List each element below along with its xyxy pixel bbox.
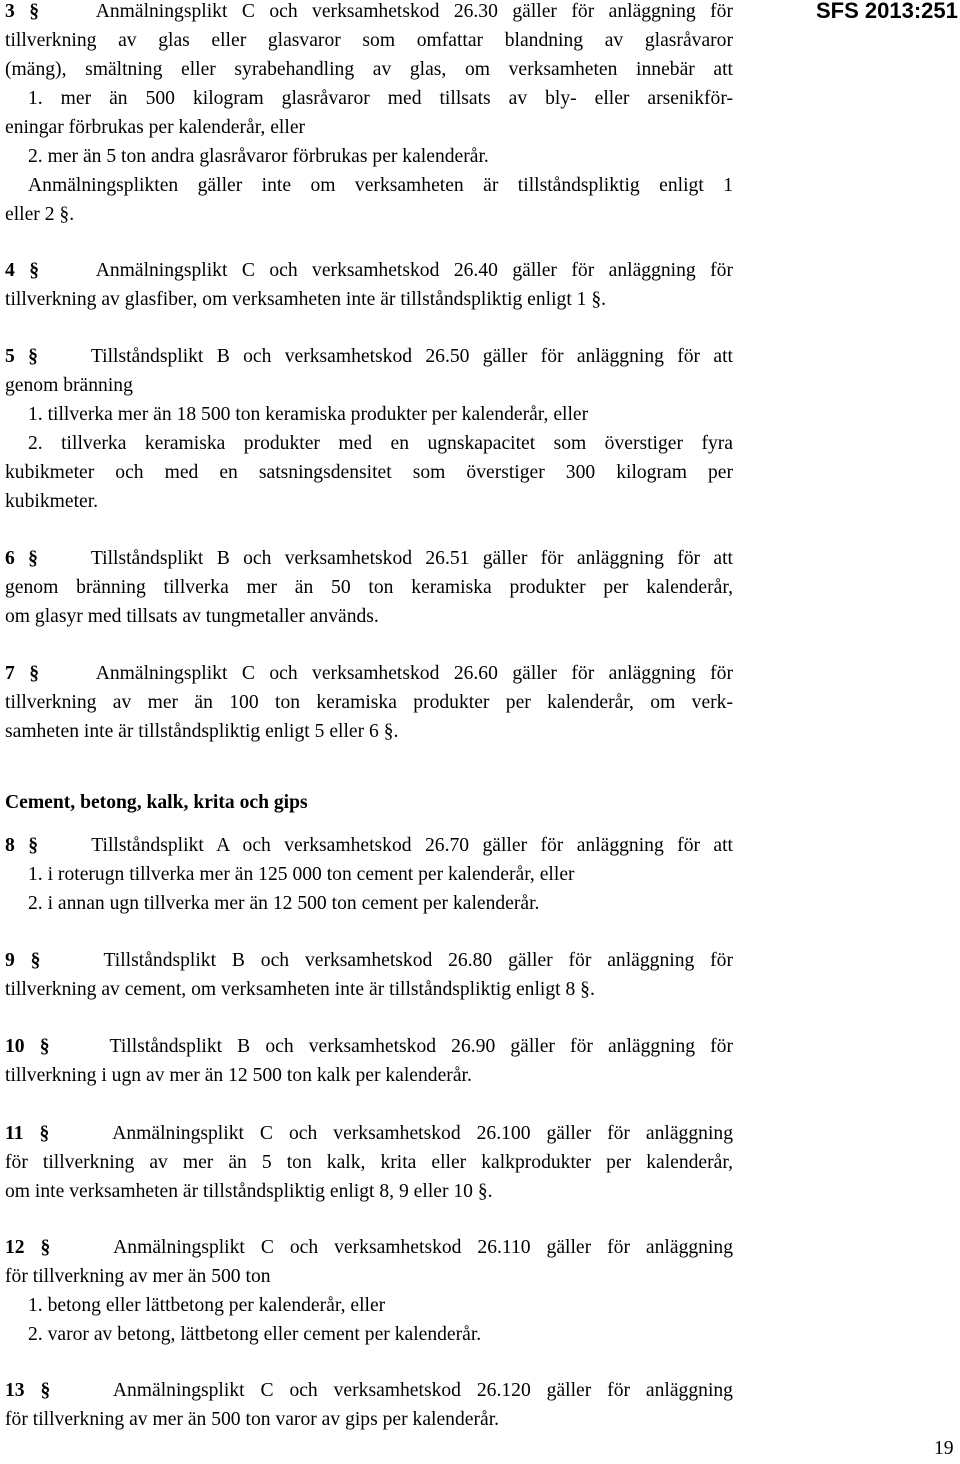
paragraph-11-line: 11 § Anmälningsplikt C och verksamhetskod 26.100 gäller för anläggning bbox=[5, 1123, 733, 1144]
section-number: 11 § bbox=[5, 1123, 50, 1144]
paragraph-7-line: samheten inte är tillståndspliktig enligt 5 eller 6 §. bbox=[5, 721, 399, 742]
paragraph-3-line: (mäng), smältning eller syrabehandling av glas, om verksamheten innebär att bbox=[5, 59, 733, 80]
paragraph-7-line: 7 § Anmälningsplikt C och verksamhetskod 26.60 gäller för anläggning för bbox=[5, 663, 733, 684]
paragraph-6-line: genom bränning tillverka mer än 50 ton keramiska produkter per kalenderår, bbox=[5, 577, 733, 598]
paragraph-10-line: 10 § Tillståndsplikt B och verksamhetskod 26.90 gäller för anläggning för bbox=[5, 1036, 733, 1057]
paragraph-13-line: 13 § Anmälningsplikt C och verksamhetskod 26.120 gäller för anläggning bbox=[5, 1380, 733, 1401]
paragraph-6-line: om glasyr med tillsats av tungmetaller används. bbox=[5, 606, 379, 627]
list-item: 1. betong eller lättbetong per kalenderår, eller bbox=[28, 1295, 386, 1316]
list-item: 2. tillverka keramiska produkter med en ugnskapacitet som överstiger fyra bbox=[28, 433, 733, 454]
paragraph-3-note: Anmälningsplikten gäller inte om verksamheten är tillståndspliktig enligt 1 bbox=[28, 175, 733, 196]
paragraph-5-line: 5 § Tillståndsplikt B och verksamhetskod 26.50 gäller för anläggning för att bbox=[5, 346, 733, 367]
paragraph-5-line: genom bränning bbox=[5, 375, 133, 396]
page-number: 19 bbox=[934, 1438, 954, 1459]
paragraph-12-line: 12 § Anmälningsplikt C och verksamhetskod 26.110 gäller för anläggning bbox=[5, 1237, 733, 1258]
list-item: 2. varor av betong, lättbetong eller cement per kalenderår. bbox=[28, 1324, 482, 1345]
paragraph-11-line: för tillverkning av mer än 5 ton kalk, krita eller kalkprodukter per kalenderår, bbox=[5, 1152, 733, 1173]
paragraph-3-note: eller 2 §. bbox=[5, 204, 75, 225]
paragraph-11-line: om inte verksamheten är tillståndspliktig enligt 8, 9 eller 10 §. bbox=[5, 1181, 493, 1202]
section-number: 12 § bbox=[5, 1237, 51, 1258]
section-number: 4 § bbox=[5, 260, 40, 281]
section-number: 7 § bbox=[5, 663, 40, 684]
section-heading: Cement, betong, kalk, krita och gips bbox=[5, 792, 308, 813]
section-number: 13 § bbox=[5, 1380, 51, 1401]
paragraph-3-line: tillverkning av glas eller glasvaror som omfattar blandning av glasråvaror bbox=[5, 30, 733, 51]
section-number: 3 § bbox=[5, 1, 40, 22]
section-number: 5 § bbox=[5, 346, 38, 367]
paragraph-3-line: 3 § Anmälningsplikt C och verksamhetskod 26.30 gäller för anläggning för bbox=[5, 1, 733, 22]
list-item: 1. i roterugn tillverka mer än 125 000 ton cement per kalenderår, eller bbox=[28, 864, 575, 885]
list-item: 1. mer än 500 kilogram glasråvaror med tillsats av bly- eller arsenikför- bbox=[28, 88, 733, 109]
section-number: 10 § bbox=[5, 1036, 50, 1057]
list-item-continuation: kubikmeter. bbox=[5, 491, 99, 512]
paragraph-9-line: tillverkning av cement, om verksamheten inte är tillståndspliktig enligt 8 §. bbox=[5, 979, 595, 1000]
paragraph-13-line: för tillverkning av mer än 500 ton varor av gips per kalenderår. bbox=[5, 1409, 500, 1430]
list-item-continuation: kubikmeter och med en satsningsdensitet som överstiger 300 kilogram per bbox=[5, 462, 733, 483]
list-item-continuation: eningar förbrukas per kalenderår, eller bbox=[5, 117, 306, 138]
list-item: 2. mer än 5 ton andra glasråvaror förbrukas per kalenderår. bbox=[28, 146, 489, 167]
paragraph-9-line: 9 § Tillståndsplikt B och verksamhetskod 26.80 gäller för anläggning för bbox=[5, 950, 733, 971]
paragraph-8-line: 8 § Tillståndsplikt A och verksamhetskod 26.70 gäller för anläggning för att bbox=[5, 835, 733, 856]
section-number: 6 § bbox=[5, 548, 38, 569]
list-item: 2. i annan ugn tillverka mer än 12 500 ton cement per kalenderår. bbox=[28, 893, 540, 914]
list-item: 1. tillverka mer än 18 500 ton keramiska produkter per kalenderår, eller bbox=[28, 404, 589, 425]
paragraph-4-line: tillverkning av glasfiber, om verksamheten inte är tillståndspliktig enligt 1 §. bbox=[5, 289, 607, 310]
paragraph-12-line: för tillverkning av mer än 500 ton bbox=[5, 1266, 271, 1287]
section-number: 9 § bbox=[5, 950, 41, 971]
paragraph-4-line: 4 § Anmälningsplikt C och verksamhetskod 26.40 gäller för anläggning för bbox=[5, 260, 733, 281]
paragraph-6-line: 6 § Tillståndsplikt B och verksamhetskod 26.51 gäller för anläggning för att bbox=[5, 548, 733, 569]
sfs-number: SFS 2013:251 bbox=[816, 0, 958, 23]
section-number: 8 § bbox=[5, 835, 38, 856]
paragraph-7-line: tillverkning av mer än 100 ton keramiska produkter per kalenderår, om verk- bbox=[5, 692, 733, 713]
paragraph-10-line: tillverkning i ugn av mer än 12 500 ton kalk per kalenderår. bbox=[5, 1065, 472, 1086]
